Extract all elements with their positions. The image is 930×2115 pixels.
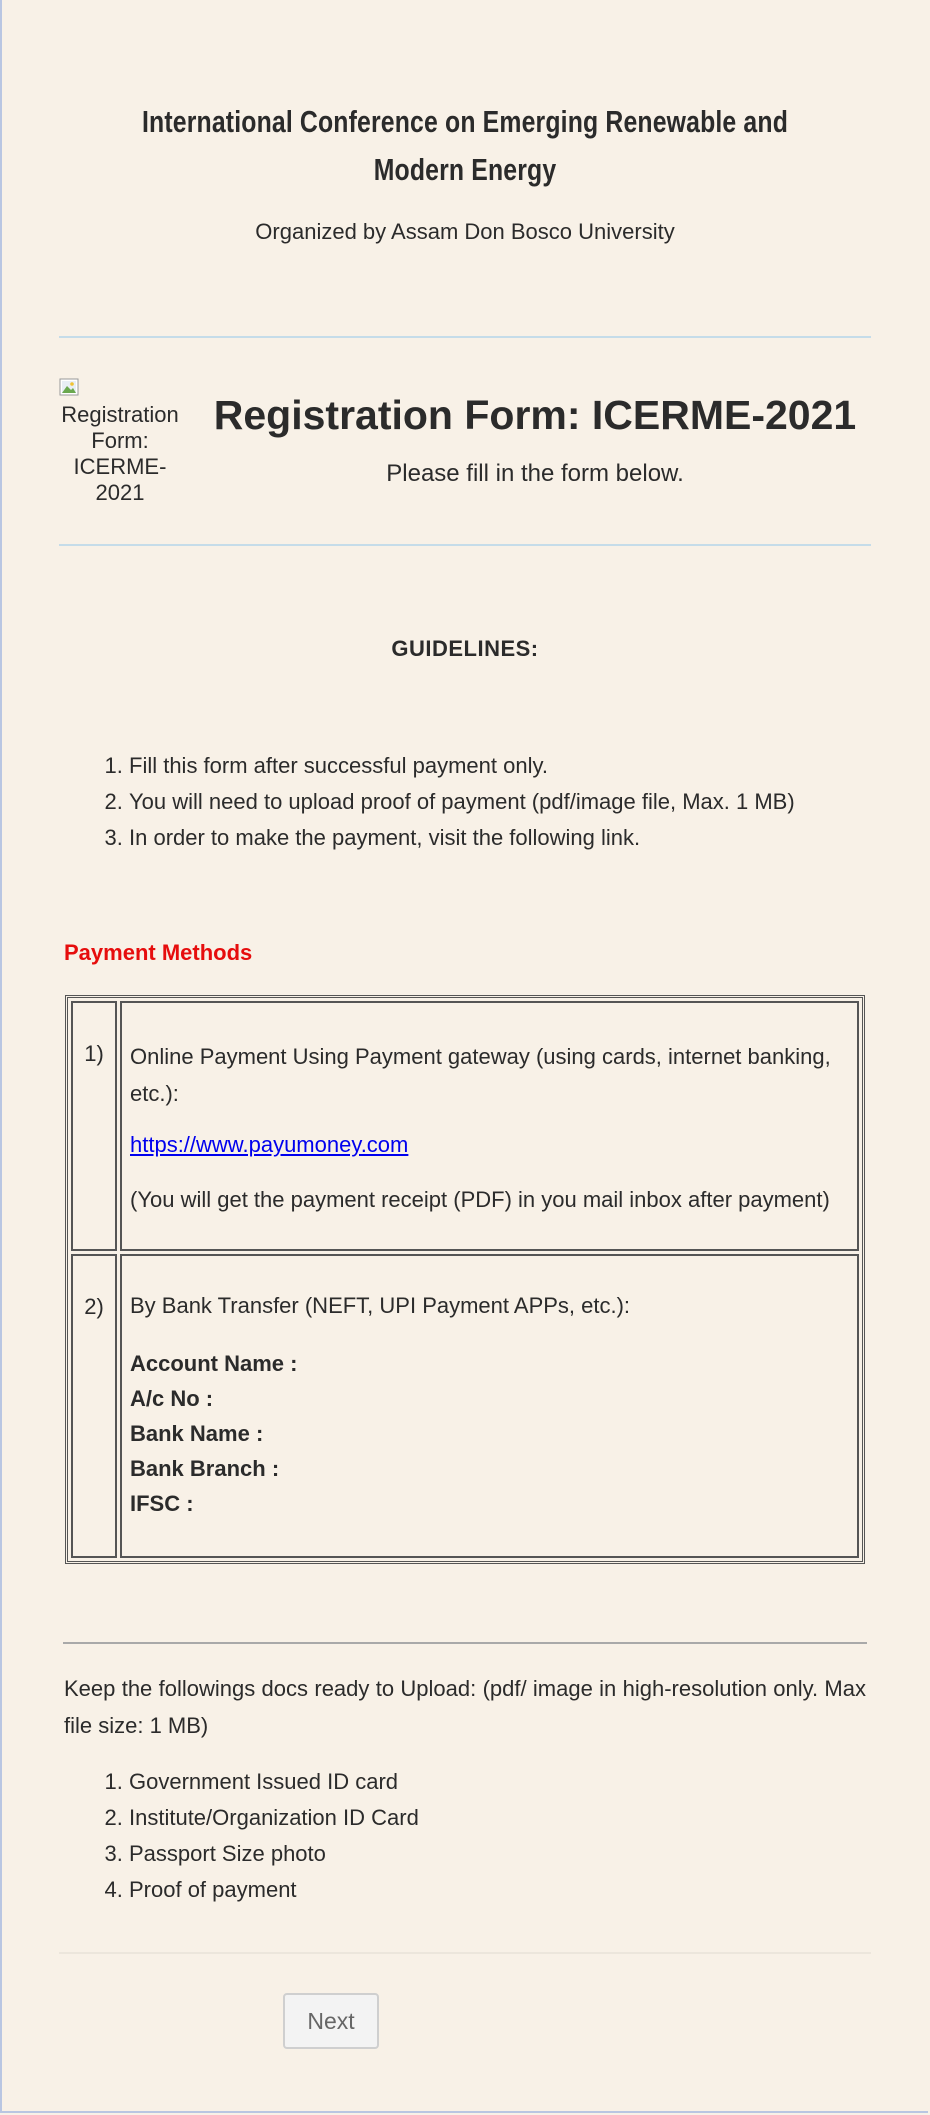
guidelines-list <box>99 748 795 856</box>
guidelines-heading: GUIDELINES: <box>391 636 539 661</box>
docs-list <box>99 1764 419 1908</box>
divider <box>59 336 871 338</box>
payment-gateway-link[interactable]: https://www.payumoney.com <box>130 1132 409 1157</box>
method-number <box>71 1254 117 1558</box>
method-description: Online Payment Using Payment gateway (using cards, internet banking, etc.): <box>130 1044 831 1106</box>
method-note: (You will get the payment receipt (PDF) in you mail inbox after payment) <box>130 1187 830 1212</box>
bank-field-label: Bank Branch : <box>130 1456 280 1481</box>
bank-field-label: A/c No : <box>130 1386 214 1411</box>
list-item: 1. Fill this form after successful payment only. <box>129 748 795 784</box>
docs-intro: Keep the followings docs ready to Upload: (pdf/ image in high-resolution only. Max file size: 1 MB) <box>64 1676 866 1738</box>
method-number-label: 1) <box>84 1041 104 1066</box>
list-item: 3. In order to make the payment, visit the following link. <box>129 820 795 856</box>
bank-field-label: Account Name : <box>130 1351 298 1376</box>
table-row <box>71 1001 859 1251</box>
form-subtitle: Please fill in the form below. <box>386 460 684 487</box>
table-row <box>71 1254 859 1558</box>
method-number-label: 2) <box>84 1294 104 1319</box>
bank-field-label: IFSC : <box>130 1491 194 1516</box>
method-description: By Bank Transfer (NEFT, UPI Payment APPs, etc.): <box>130 1293 631 1318</box>
logo-alt-text <box>59 378 181 506</box>
bank-field-label: Bank Name : <box>130 1421 264 1446</box>
divider <box>63 1642 867 1644</box>
form-title: Registration Form: ICERME-2021 <box>213 392 857 438</box>
bank-fields <box>130 1346 849 1521</box>
divider <box>59 544 871 546</box>
method-details <box>120 1001 859 1251</box>
logo-alt-label: Registration Form: ICERME-2021 <box>61 402 179 505</box>
list-item: 2. You will need to upload proof of payment (pdf/image file, Max. 1 MB) <box>129 784 795 820</box>
divider <box>59 1952 871 1954</box>
method-number <box>71 1001 117 1251</box>
organizer-text: Organized by Assam Don Bosco University <box>255 219 675 244</box>
conference-title: International Conference on Emerging Renewable and Modern Energy <box>141 104 789 187</box>
payment-methods-table <box>65 995 865 1564</box>
method-details <box>120 1254 859 1558</box>
list-item: 4. Proof of payment <box>129 1872 419 1908</box>
list-item: 3. Passport Size photo <box>129 1836 419 1872</box>
next-button[interactable]: Next <box>283 1993 379 2049</box>
payment-methods-heading: Payment Methods <box>64 940 253 965</box>
list-item: 2. Institute/Organization ID Card <box>129 1800 419 1836</box>
list-item: 1. Government Issued ID card <box>129 1764 419 1800</box>
